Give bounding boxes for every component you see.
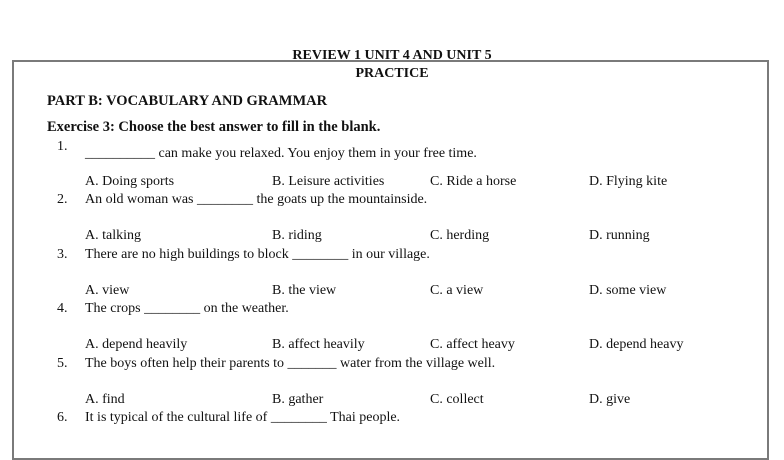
part-heading: PART B: VOCABULARY AND GRAMMAR — [47, 93, 328, 109]
option-b: B. riding — [272, 228, 322, 243]
question-text: The crops ________ on the weather. — [85, 301, 289, 316]
document-subtitle: PRACTICE — [355, 66, 429, 81]
question-text: It is typical of the cultural life of ________ Thai people. — [85, 410, 401, 425]
question-number: 2. — [57, 192, 68, 207]
option-a: A. depend heavily — [85, 337, 188, 352]
question-text: There are no high buildings to block ________ in our village. — [85, 247, 430, 262]
option-b: B. the view — [272, 283, 337, 298]
option-b: B. gather — [272, 392, 324, 407]
question-number: 3. — [57, 247, 68, 262]
option-d: D. depend heavy — [589, 337, 684, 352]
option-c: C. affect heavy — [430, 337, 515, 352]
option-a: A. view — [85, 283, 130, 298]
option-a: A. talking — [85, 228, 141, 243]
option-c: C. Ride a horse — [430, 174, 517, 189]
option-a: A. Doing sports — [85, 174, 175, 189]
exercise-heading: Exercise 3: Choose the best answer to fill in the blank. — [47, 119, 381, 135]
option-c: C. a view — [430, 283, 484, 298]
option-b: B. affect heavily — [272, 337, 365, 352]
option-b: B. Leisure activities — [272, 174, 385, 189]
option-d: D. running — [589, 228, 650, 243]
question-text: The boys often help their parents to _______ water from the village well. — [85, 356, 496, 371]
option-d: D. some view — [589, 283, 667, 298]
option-d: D. Flying kite — [589, 174, 668, 189]
question-text: __________ can make you relaxed. You enjoy them in your free time. — [85, 146, 477, 161]
question-number: 6. — [57, 410, 68, 425]
option-a: A. find — [85, 392, 125, 407]
question-number: 1. — [57, 139, 68, 154]
question-text: An old woman was ________ the goats up the mountainside. — [85, 192, 428, 207]
option-c: C. herding — [430, 228, 490, 243]
question-number: 5. — [57, 356, 68, 371]
question-number: 4. — [57, 301, 68, 316]
document-title: REVIEW 1 UNIT 4 AND UNIT 5 — [292, 48, 492, 63]
option-c: C. collect — [430, 392, 484, 407]
option-d: D. give — [589, 392, 631, 407]
